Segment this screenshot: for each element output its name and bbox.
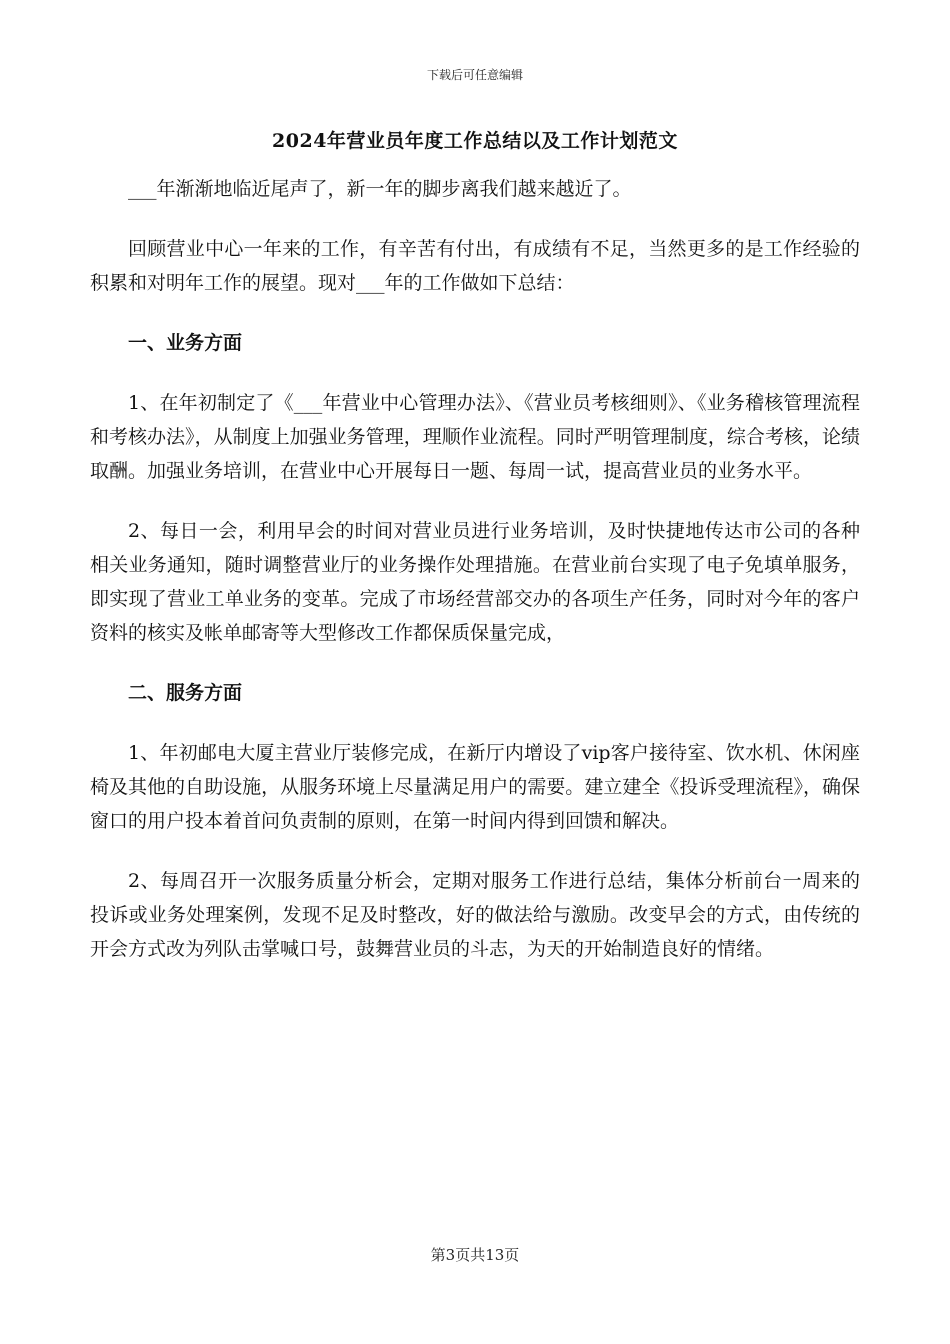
paragraph-business-2: 2、每日一会，利用早会的时间对营业员进行业务培训，及时快捷地传达市公司的各种相关业务通知，随时调整营业厅的业务操作处理措施。在营业前台实现了电子免填单服务，即实现了营业工单业务的变革。完成了市场经营部交办的各项生产任务，同时对今年的客户资料的核实及帐单邮寄等大型修改工作都保质保量完成， [90, 520, 860, 644]
paragraph-service-1: 1、年初邮电大厦主营业厅装修完成，在新厅内增设了vip客户接待室、饮水机、休闲座椅及其他的自助设施，从服务环境上尽量满足用户的需要。建立建全《投诉受理流程》，确保窗口的用户投本着首问负责制的原则，在第一时间内得到回馈和解决。 [90, 742, 860, 832]
document-title: 2024年营业员年度工作总结以及工作计划范文 [272, 130, 678, 152]
header-note: 下载后可任意编辑 [426, 68, 523, 82]
document-body [90, 172, 860, 992]
section-heading-service: 二、服务方面 [128, 682, 243, 704]
page-number: 第3页共13页 [430, 1246, 520, 1264]
paragraph-intro-2: 回顾营业中心一年来的工作，有辛苦有付出，有成绩有不足，当然更多的是工作经验的积累和对明年工作的展望。现对___年的工作做如下总结： [90, 238, 860, 294]
paragraph-business-1: 1、在年初制定了《___年营业中心管理办法》、《营业员考核细则》、《业务稽核管理流程和考核办法》，从制度上加强业务管理，理顺作业流程。同时严明管理制度，综合考核，论绩取酬。加强业务培训，在营业中心开展每日一题、每周一试，提高营业员的业务水平。 [90, 392, 860, 482]
paragraph-intro-1: ___年渐渐地临近尾声了，新一年的脚步离我们越来越近了。 [128, 178, 632, 200]
section-heading-business: 一、业务方面 [128, 332, 243, 354]
paragraph-service-2: 2、每周召开一次服务质量分析会，定期对服务工作进行总结，集体分析前台一周来的投诉或业务处理案例，发现不足及时整改，好的做法给与激励。改变早会的方式，由传统的开会方式改为列队击掌喊口号，鼓舞营业员的斗志，为天的开始制造良好的情绪。 [90, 870, 860, 960]
